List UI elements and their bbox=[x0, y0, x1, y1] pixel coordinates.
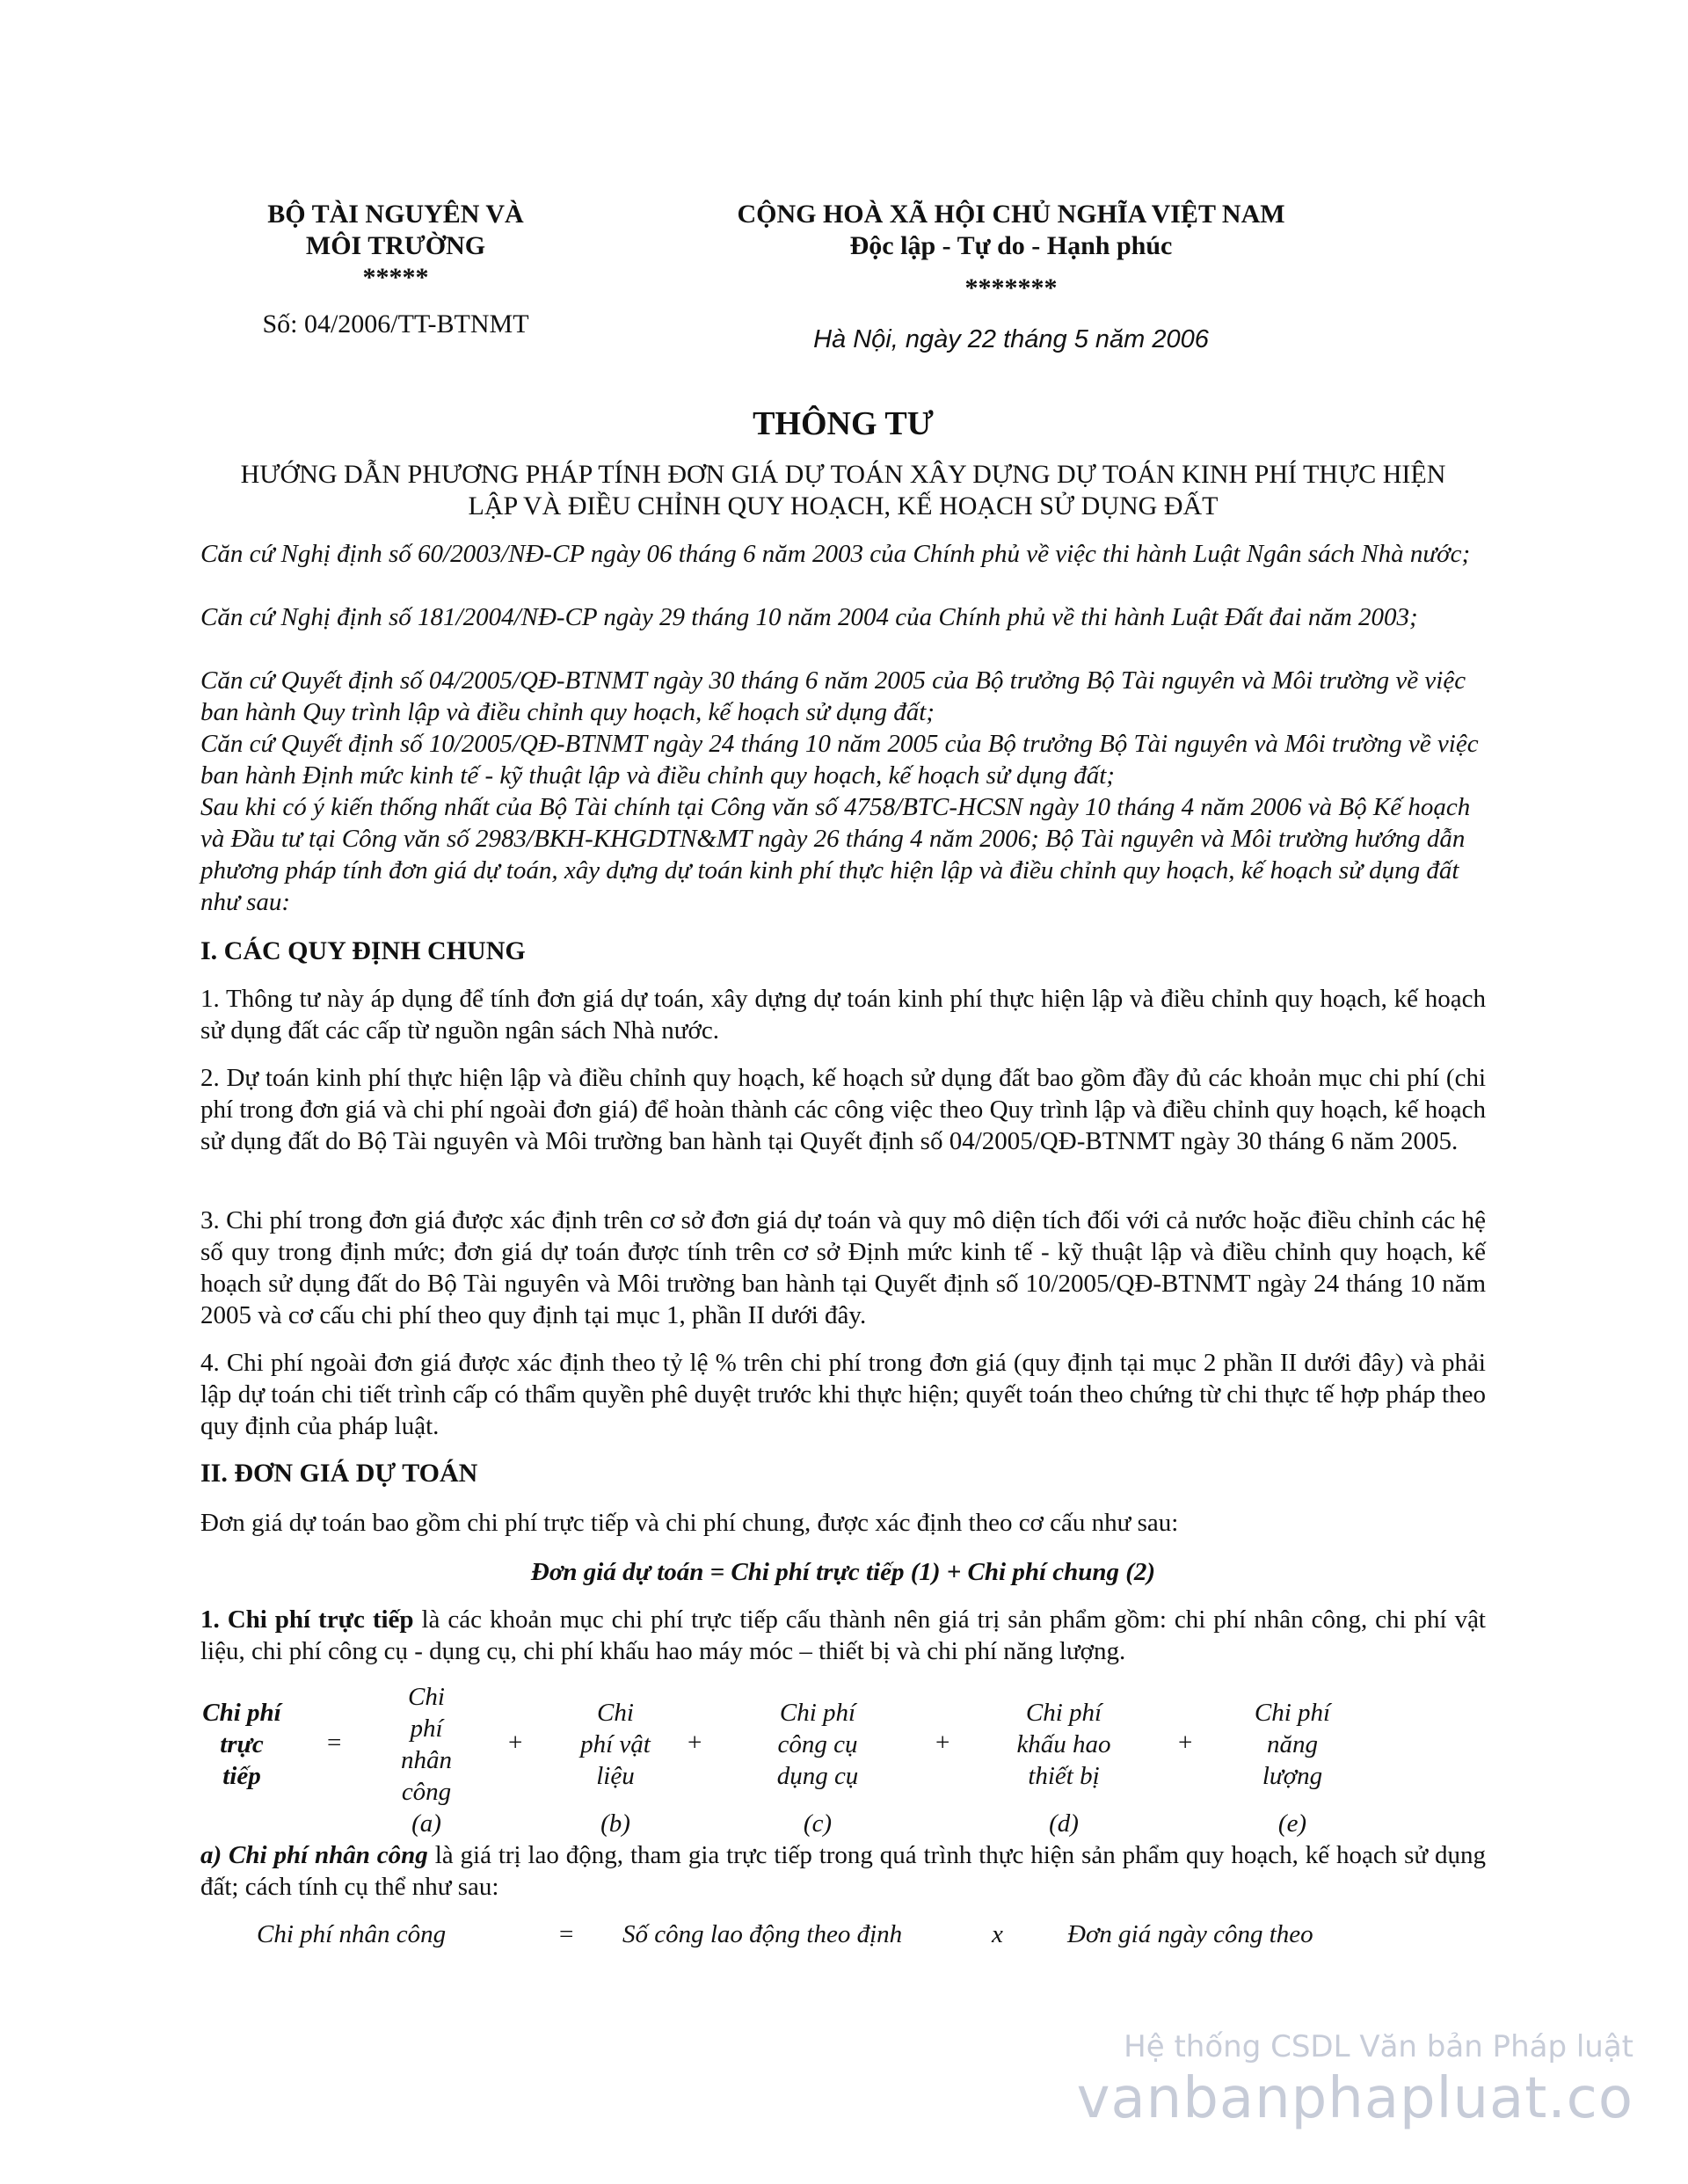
direct-cost-definition: là các khoản mục chi phí trực tiếp cấu thành nên giá trị sản phẩm gồm: chi phí nhân công, chi phí vật liệu, chi phí công cụ - dụng cụ, chi phí khấu hao máy móc – thiết bị và chi phí năng lượng. bbox=[200, 1605, 1486, 1665]
formula-lhs-line1: Chi phí bbox=[202, 1699, 281, 1727]
issuer-name-line2: MÔI TRƯỜNG bbox=[305, 231, 486, 260]
term-energy-line3: lượng bbox=[1262, 1762, 1323, 1790]
formula-plus-3: + bbox=[935, 1729, 950, 1757]
labor-cost-paragraph bbox=[200, 1839, 1486, 1903]
labor-formula-term-2: Đơn giá ngày công theo bbox=[1067, 1920, 1313, 1948]
labor-formula-times: x bbox=[992, 1920, 1003, 1948]
issuer-name-line1: BỘ TÀI NGUYÊN VÀ bbox=[267, 200, 524, 229]
labor-formula-equals: = bbox=[559, 1920, 574, 1948]
term-labor-line3: nhân bbox=[401, 1746, 452, 1774]
term-depreciation-line2: khấu hao bbox=[1016, 1730, 1111, 1758]
term-depreciation-tag: (d) bbox=[1049, 1809, 1079, 1838]
term-energy-line1: Chi phí bbox=[1254, 1699, 1331, 1727]
formula-equals: = bbox=[327, 1729, 342, 1757]
section-2-heading: II. ĐƠN GIÁ DỰ TOÁN bbox=[200, 1459, 478, 1488]
direct-cost-paragraph bbox=[200, 1604, 1486, 1667]
formula-term-tools bbox=[747, 1697, 888, 1839]
document-number: Số: 04/2006/TT-BTNMT bbox=[262, 309, 529, 339]
term-depreciation-line3: thiết bị bbox=[1028, 1762, 1100, 1790]
place-date: Hà Nội, ngày 22 tháng 5 năm 2006 bbox=[813, 325, 1209, 353]
labor-formula-lhs: Chi phí nhân công bbox=[257, 1920, 447, 1948]
term-labor-line1: Chi bbox=[408, 1683, 445, 1711]
preamble-1: Căn cứ Nghị định số 60/2003/NĐ-CP ngày 06 tháng 6 năm 2003 của Chính phủ về việc thi hành Luật Ngân sách Nhà nước; bbox=[200, 540, 1471, 568]
section-1-paragraph-4: 4. Chi phí ngoài đơn giá được xác định theo tỷ lệ % trên chi phí trong đơn giá (quy định tại mục 2 phần II dưới đây) và phải lập dự toán chi tiết trình cấp có thẩm quyền phê duyệt trước khi thực hiện; quyết toán theo chứng từ chi thực tế hợp pháp theo quy định của pháp luật. bbox=[200, 1349, 1486, 1440]
document-subtitle-line1: HƯỚNG DẪN PHƯƠNG PHÁP TÍNH ĐƠN GIÁ DỰ TOÁN XÂY DỰNG DỰ TOÁN KINH PHÍ THỰC HIỆN bbox=[240, 460, 1446, 489]
preamble-3: Căn cứ Quyết định số 04/2005/QĐ-BTNMT ngày 30 tháng 6 năm 2005 của Bộ trưởng Bộ Tài nguyên và Môi trường về việc ban hành Quy trình lập và điều chỉnh quy hoạch, kế hoạch sử dụng đất; bbox=[200, 666, 1466, 726]
preamble-2: Căn cứ Nghị định số 181/2004/NĐ-CP ngày 29 tháng 10 năm 2004 của Chính phủ về thi hành Luật Đất đai năm 2003; bbox=[200, 603, 1418, 631]
term-tools-line1: Chi phí bbox=[779, 1699, 856, 1727]
issuer-stars: ***** bbox=[362, 263, 429, 292]
term-labor-line4: công bbox=[401, 1778, 452, 1806]
formula-term-energy bbox=[1231, 1697, 1354, 1839]
formula-term-materials bbox=[554, 1697, 677, 1839]
formula-plus-2: + bbox=[688, 1729, 702, 1757]
document-title: THÔNG TƯ bbox=[753, 405, 934, 442]
term-labor-line2: phí bbox=[410, 1714, 443, 1743]
formula-term-labor bbox=[378, 1681, 475, 1839]
country-name: CỘNG HOÀ XÃ HỘI CHỦ NGHĨA VIỆT NAM bbox=[737, 200, 1285, 229]
formula-lhs-line2: trực bbox=[220, 1730, 264, 1758]
section-1-paragraph-3: 3. Chi phí trong đơn giá được xác định trên cơ sở đơn giá dự toán và quy mô diện tích đối với cả nước hoặc điều chỉnh các hệ số quy trong định mức; đơn giá dự toán được tính trên cơ sở Định mức kinh tế - kỹ thuật lập và điều chỉnh quy hoạch, kế hoạch sử dụng đất do Bộ Tài nguyên và Môi trường ban hành tại Quyết định số 10/2005/QĐ-BTNMT ngày 24 tháng 10 năm 2005 và cơ cấu chi phí theo quy định tại mục 1, phần II dưới đây. bbox=[200, 1206, 1486, 1329]
motto: Độc lập - Tự do - Hạnh phúc bbox=[849, 231, 1173, 260]
labor-formula-term-1: Số công lao động theo định bbox=[622, 1920, 903, 1948]
term-energy-line2: năng bbox=[1267, 1730, 1318, 1758]
section-2-intro: Đơn giá dự toán bao gồm chi phí trực tiếp và chi phí chung, được xác định theo cơ cấu như sau: bbox=[200, 1509, 1179, 1537]
term-materials-line2: phí vật bbox=[580, 1730, 651, 1758]
term-materials-line1: Chi bbox=[597, 1699, 634, 1727]
formula-plus-4: + bbox=[1178, 1729, 1193, 1757]
section-1-paragraph-2: 2. Dự toán kinh phí thực hiện lập và điều chỉnh quy hoạch, kế hoạch sử dụng đất bao gồm đầy đủ các khoản mục chi phí (chi phí trong đơn giá và chi phí ngoài đơn giá) để hoàn thành các công việc theo Quy trình lập và điều chỉnh quy hoạch, kế hoạch sử dụng đất do Bộ Tài nguyên và Môi trường ban hành tại Quyết định số 04/2005/QĐ-BTNMT ngày 30 tháng 6 năm 2005. bbox=[200, 1064, 1486, 1155]
term-depreciation-line1: Chi phí bbox=[1025, 1699, 1102, 1727]
labor-cost-term: a) Chi phí nhân công bbox=[200, 1841, 428, 1869]
formula-lhs-line3: tiếp bbox=[222, 1762, 261, 1790]
section-1-heading: I. CÁC QUY ĐỊNH CHUNG bbox=[200, 936, 526, 965]
direct-cost-term: 1. Chi phí trực tiếp bbox=[200, 1605, 414, 1634]
term-tools-line2: công cụ bbox=[777, 1730, 858, 1758]
preamble-5: Sau khi có ý kiến thống nhất của Bộ Tài chính tại Công văn số 4758/BTC-HCSN ngày 10 tháng 4 năm 2006 và Bộ Kế hoạch và Đầu tư tại Công văn số 2983/BKH-KHGDTN&MT ngày 26 tháng 4 năm 2006; Bộ Tài nguyên và Môi trường hướng dẫn phương pháp tính đơn giá dự toán, xây dựng dự toán kinh phí thực hiện lập và điều chỉnh quy hoạch, kế hoạch sử dụng đất như sau: bbox=[200, 793, 1471, 916]
term-materials-line3: liệu bbox=[596, 1762, 635, 1790]
term-labor-tag: (a) bbox=[411, 1809, 441, 1838]
term-energy-tag: (e) bbox=[1277, 1809, 1307, 1838]
term-tools-line3: dụng cụ bbox=[776, 1762, 859, 1790]
unit-price-formula: Đơn giá dự toán = Chi phí trực tiếp (1) + Chi phí chung (2) bbox=[530, 1558, 1156, 1586]
watermark-line1: Hệ thống CSDL Văn bản Pháp luật bbox=[1124, 2029, 1633, 2064]
document-subtitle-line2: LẬP VÀ ĐIỀU CHỈNH QUY HOẠCH, KẾ HOẠCH SỬ DỤNG ĐẤT bbox=[468, 491, 1219, 521]
formula-term-depreciation bbox=[993, 1697, 1134, 1839]
formula-lhs bbox=[193, 1697, 290, 1792]
term-materials-tag: (b) bbox=[600, 1809, 630, 1838]
labor-cost-definition: là giá trị lao động, tham gia trực tiếp trong quá trình thực hiện sản phẩm quy hoạch, kế hoạch sử dụng đất; cách tính cụ thể như sau: bbox=[200, 1841, 1486, 1901]
section-1-paragraph-1: 1. Thông tư này áp dụng để tính đơn giá dự toán, xây dựng dự toán kinh phí thực hiện lập và điều chỉnh quy hoạch, kế hoạch sử dụng đất các cấp từ nguồn ngân sách Nhà nước. bbox=[200, 985, 1486, 1045]
term-tools-tag: (c) bbox=[803, 1809, 833, 1838]
watermark-line2: vanbanphapluat.co bbox=[1076, 2066, 1633, 2131]
preamble-4: Căn cứ Quyết định số 10/2005/QĐ-BTNMT ngày 24 tháng 10 năm 2005 của Bộ trưởng Bộ Tài nguyên và Môi trường về việc ban hành Định mức kinh tế - kỹ thuật lập và điều chỉnh quy hoạch, kế hoạch sử dụng đất; bbox=[200, 730, 1479, 790]
motto-stars: ******* bbox=[964, 273, 1058, 302]
formula-plus-1: + bbox=[508, 1729, 523, 1757]
